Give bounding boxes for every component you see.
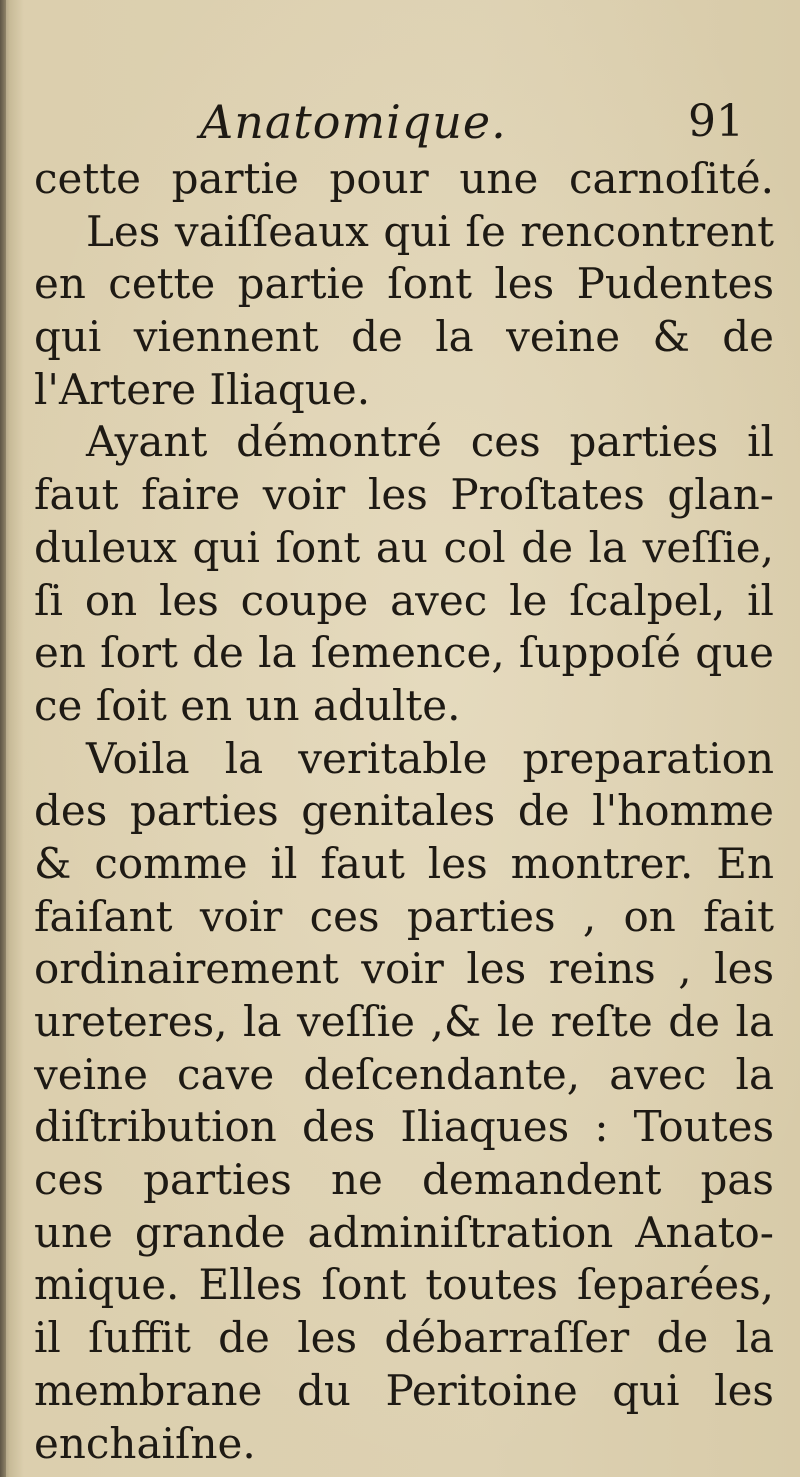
page-header [0,92,800,152]
text-line: Ayant démontré ces parties il [86,417,774,467]
body-text [34,153,774,1470]
text-line: enchaiſne. [34,1418,256,1468]
text-line: ſi on les coupe avec le ſcalpel, il [34,575,774,625]
text-line: en ſort de la ſemence, ſuppoſé que [34,628,774,678]
text-line: des parties genitales de l'homme [34,786,774,836]
text-line: faut faire voir les Proſtates glan- [34,470,774,520]
text-line: l'Artere Iliaque. [34,364,371,414]
text-line: membrane du Peritoine qui les [34,1365,774,1415]
text-line: il ſuffit de les débarraſſer de la [34,1313,774,1363]
text-line: ureteres, la veſſie ,& le reſte de la [34,997,774,1046]
text-line: diſtribution des Iliaques : Toutes [34,1102,774,1152]
text-line: veine cave deſcendante, avec la [34,1049,774,1099]
running-title: Anatomique. [200,95,507,149]
text-line: faiſant voir ces parties , on fait [34,891,774,941]
page-number: 91 [688,96,744,147]
text-line: mique. Elles ſont toutes ſeparées, [34,1260,774,1310]
text-line: qui viennent de la veine & de [34,312,774,362]
text-line: Les vaiſſeaux qui ſe rencontrent [86,206,774,256]
text-line: Voila la veritable preparation [86,733,774,783]
text-line: une grande adminiſtration Anato- [34,1207,774,1257]
text-line: ces parties ne demandent pas [34,1155,774,1205]
text-line: ce ſoit en un adulte. [34,680,461,730]
text-line: cette partie pour une carnoſité. [34,154,774,203]
text-line: & comme il faut les montrer. En [34,838,774,888]
page-gutter [0,0,6,1477]
text-line: ordinairement voir les reins , les [34,944,774,994]
text-line: duleux qui ſont au col de la veſſie, [34,522,774,572]
text-line: en cette partie ſont les Pudentes [34,259,774,309]
